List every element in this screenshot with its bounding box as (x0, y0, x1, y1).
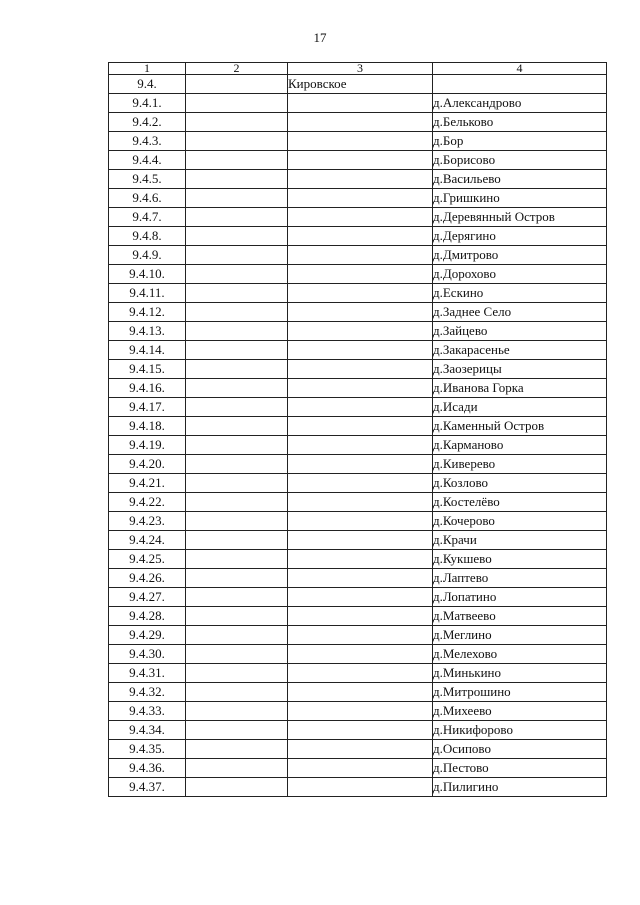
row-col2 (186, 531, 288, 550)
table-row (109, 189, 607, 208)
row-col2 (186, 303, 288, 322)
row-number: 9.4.14. (109, 341, 186, 360)
column-header-4: 4 (433, 63, 607, 75)
table-row (109, 151, 607, 170)
table-row (109, 75, 607, 94)
row-locality-name: д.Исади (433, 398, 607, 417)
row-locality-name: д.Костелёво (433, 493, 607, 512)
row-locality-name: д.Крачи (433, 531, 607, 550)
row-col2 (186, 721, 288, 740)
row-locality-name: д.Каменный Остров (433, 417, 607, 436)
row-locality-name: д.Мелехово (433, 645, 607, 664)
row-settlement (288, 360, 433, 379)
row-locality-name: д.Александрово (433, 94, 607, 113)
row-settlement (288, 512, 433, 531)
row-settlement (288, 341, 433, 360)
row-locality-name: д.Митрошино (433, 683, 607, 702)
row-settlement (288, 588, 433, 607)
table-row (109, 474, 607, 493)
row-settlement (288, 721, 433, 740)
table-row (109, 113, 607, 132)
column-header-1: 1 (109, 63, 186, 75)
row-settlement (288, 113, 433, 132)
row-locality-name: д.Дерягино (433, 227, 607, 246)
row-number: 9.4.24. (109, 531, 186, 550)
row-col2 (186, 284, 288, 303)
row-col2 (186, 265, 288, 284)
row-col2 (186, 683, 288, 702)
row-col2 (186, 398, 288, 417)
row-number: 9.4.23. (109, 512, 186, 531)
row-col2 (186, 702, 288, 721)
row-settlement (288, 94, 433, 113)
row-col2 (186, 379, 288, 398)
row-col2 (186, 493, 288, 512)
table-row (109, 702, 607, 721)
table-row (109, 607, 607, 626)
row-settlement (288, 379, 433, 398)
row-locality-name (433, 75, 607, 94)
table-row (109, 208, 607, 227)
table-row (109, 664, 607, 683)
row-settlement (288, 265, 433, 284)
row-settlement (288, 493, 433, 512)
row-settlement (288, 189, 433, 208)
row-settlement (288, 626, 433, 645)
table-row (109, 740, 607, 759)
row-locality-name: д.Кукшево (433, 550, 607, 569)
row-number: 9.4.34. (109, 721, 186, 740)
row-col2 (186, 113, 288, 132)
row-settlement (288, 569, 433, 588)
row-settlement (288, 702, 433, 721)
row-settlement (288, 436, 433, 455)
page-number: 17 (313, 30, 327, 45)
table-body (109, 75, 607, 797)
table-row (109, 683, 607, 702)
table-row (109, 246, 607, 265)
row-col2 (186, 341, 288, 360)
row-number: 9.4.6. (109, 189, 186, 208)
table-row (109, 322, 607, 341)
row-col2 (186, 132, 288, 151)
row-col2 (186, 550, 288, 569)
table-row (109, 170, 607, 189)
row-number: 9.4.36. (109, 759, 186, 778)
row-col2 (186, 455, 288, 474)
row-number: 9.4.27. (109, 588, 186, 607)
row-col2 (186, 664, 288, 683)
row-locality-name: д.Васильево (433, 170, 607, 189)
row-col2 (186, 322, 288, 341)
row-number: 9.4.19. (109, 436, 186, 455)
row-col2 (186, 189, 288, 208)
row-col2 (186, 626, 288, 645)
row-locality-name: д.Дорохово (433, 265, 607, 284)
row-locality-name: д.Меглино (433, 626, 607, 645)
row-locality-name: д.Ескино (433, 284, 607, 303)
row-locality-name: д.Кочерово (433, 512, 607, 531)
row-settlement: Кировское (288, 75, 433, 94)
row-locality-name: д.Дмитрово (433, 246, 607, 265)
row-col2 (186, 645, 288, 664)
table-row (109, 721, 607, 740)
row-settlement (288, 151, 433, 170)
row-col2 (186, 436, 288, 455)
row-settlement (288, 531, 433, 550)
row-settlement (288, 759, 433, 778)
row-col2 (186, 759, 288, 778)
row-locality-name: д.Борисово (433, 151, 607, 170)
table-header (109, 63, 607, 75)
row-settlement (288, 455, 433, 474)
row-locality-name: д.Бельково (433, 113, 607, 132)
table-row (109, 588, 607, 607)
row-settlement (288, 208, 433, 227)
row-number: 9.4.37. (109, 778, 186, 797)
row-number: 9.4.7. (109, 208, 186, 227)
row-settlement (288, 303, 433, 322)
row-settlement (288, 417, 433, 436)
row-number: 9.4.9. (109, 246, 186, 265)
row-number: 9.4.5. (109, 170, 186, 189)
row-col2 (186, 360, 288, 379)
row-settlement (288, 474, 433, 493)
row-settlement (288, 227, 433, 246)
row-locality-name: д.Гришкино (433, 189, 607, 208)
row-locality-name: д.Закарасенье (433, 341, 607, 360)
row-number: 9.4.20. (109, 455, 186, 474)
row-number: 9.4.11. (109, 284, 186, 303)
row-col2 (186, 246, 288, 265)
row-number: 9.4.8. (109, 227, 186, 246)
row-col2 (186, 474, 288, 493)
table-row (109, 417, 607, 436)
row-locality-name: д.Лаптево (433, 569, 607, 588)
row-number: 9.4.15. (109, 360, 186, 379)
column-header-2: 2 (186, 63, 288, 75)
table-row (109, 493, 607, 512)
row-col2 (186, 208, 288, 227)
row-number: 9.4.21. (109, 474, 186, 493)
row-number: 9.4.22. (109, 493, 186, 512)
row-locality-name: д.Козлово (433, 474, 607, 493)
row-locality-name: д.Осипово (433, 740, 607, 759)
row-number: 9.4.3. (109, 132, 186, 151)
row-col2 (186, 588, 288, 607)
row-number: 9.4.13. (109, 322, 186, 341)
row-number: 9.4.26. (109, 569, 186, 588)
row-settlement (288, 398, 433, 417)
row-settlement (288, 683, 433, 702)
row-number: 9.4.31. (109, 664, 186, 683)
table-row (109, 94, 607, 113)
row-col2 (186, 417, 288, 436)
table-row (109, 227, 607, 246)
row-col2 (186, 94, 288, 113)
row-number: 9.4.17. (109, 398, 186, 417)
row-locality-name: д.Лопатино (433, 588, 607, 607)
row-col2 (186, 740, 288, 759)
row-locality-name: д.Киверево (433, 455, 607, 474)
row-locality-name: д.Матвеево (433, 607, 607, 626)
row-col2 (186, 227, 288, 246)
table-row (109, 759, 607, 778)
row-settlement (288, 645, 433, 664)
row-locality-name: д.Никифорово (433, 721, 607, 740)
column-header-3: 3 (288, 63, 433, 75)
row-col2 (186, 512, 288, 531)
table-row (109, 512, 607, 531)
row-locality-name: д.Михеево (433, 702, 607, 721)
row-number: 9.4.4. (109, 151, 186, 170)
row-locality-name: д.Иванова Горка (433, 379, 607, 398)
table-row (109, 778, 607, 797)
row-locality-name: д.Заозерицы (433, 360, 607, 379)
table-row (109, 550, 607, 569)
row-settlement (288, 607, 433, 626)
row-number: 9.4.10. (109, 265, 186, 284)
row-settlement (288, 170, 433, 189)
table-row (109, 626, 607, 645)
table-row (109, 569, 607, 588)
table-row (109, 132, 607, 151)
table-row (109, 284, 607, 303)
row-locality-name: д.Заднее Село (433, 303, 607, 322)
header-row (109, 63, 607, 75)
row-number: 9.4.30. (109, 645, 186, 664)
row-number: 9.4.28. (109, 607, 186, 626)
row-locality-name: д.Пилигино (433, 778, 607, 797)
row-number: 9.4.1. (109, 94, 186, 113)
row-number: 9.4.2. (109, 113, 186, 132)
row-col2 (186, 607, 288, 626)
row-locality-name: д.Карманово (433, 436, 607, 455)
row-settlement (288, 284, 433, 303)
row-locality-name: д.Пестово (433, 759, 607, 778)
row-col2 (186, 569, 288, 588)
row-number: 9.4.16. (109, 379, 186, 398)
row-number: 9.4.25. (109, 550, 186, 569)
row-settlement (288, 246, 433, 265)
row-settlement (288, 778, 433, 797)
row-locality-name: д.Бор (433, 132, 607, 151)
row-settlement (288, 132, 433, 151)
row-number: 9.4.12. (109, 303, 186, 322)
table-row (109, 645, 607, 664)
table-row (109, 265, 607, 284)
table-row (109, 303, 607, 322)
row-locality-name: д.Деревянный Остров (433, 208, 607, 227)
row-number: 9.4.33. (109, 702, 186, 721)
row-col2 (186, 170, 288, 189)
row-settlement (288, 664, 433, 683)
row-locality-name: д.Минькино (433, 664, 607, 683)
row-col2 (186, 778, 288, 797)
row-number: 9.4.29. (109, 626, 186, 645)
table-row (109, 379, 607, 398)
row-settlement (288, 740, 433, 759)
row-settlement (288, 322, 433, 341)
table-row (109, 360, 607, 379)
settlements-table (108, 62, 607, 797)
row-number: 9.4.18. (109, 417, 186, 436)
table-row (109, 531, 607, 550)
table-row (109, 436, 607, 455)
row-col2 (186, 151, 288, 170)
row-settlement (288, 550, 433, 569)
row-number: 9.4.32. (109, 683, 186, 702)
row-number: 9.4.35. (109, 740, 186, 759)
row-number: 9.4. (109, 75, 186, 94)
table-row (109, 341, 607, 360)
table-row (109, 455, 607, 474)
table-row (109, 398, 607, 417)
row-col2 (186, 75, 288, 94)
row-locality-name: д.Зайцево (433, 322, 607, 341)
